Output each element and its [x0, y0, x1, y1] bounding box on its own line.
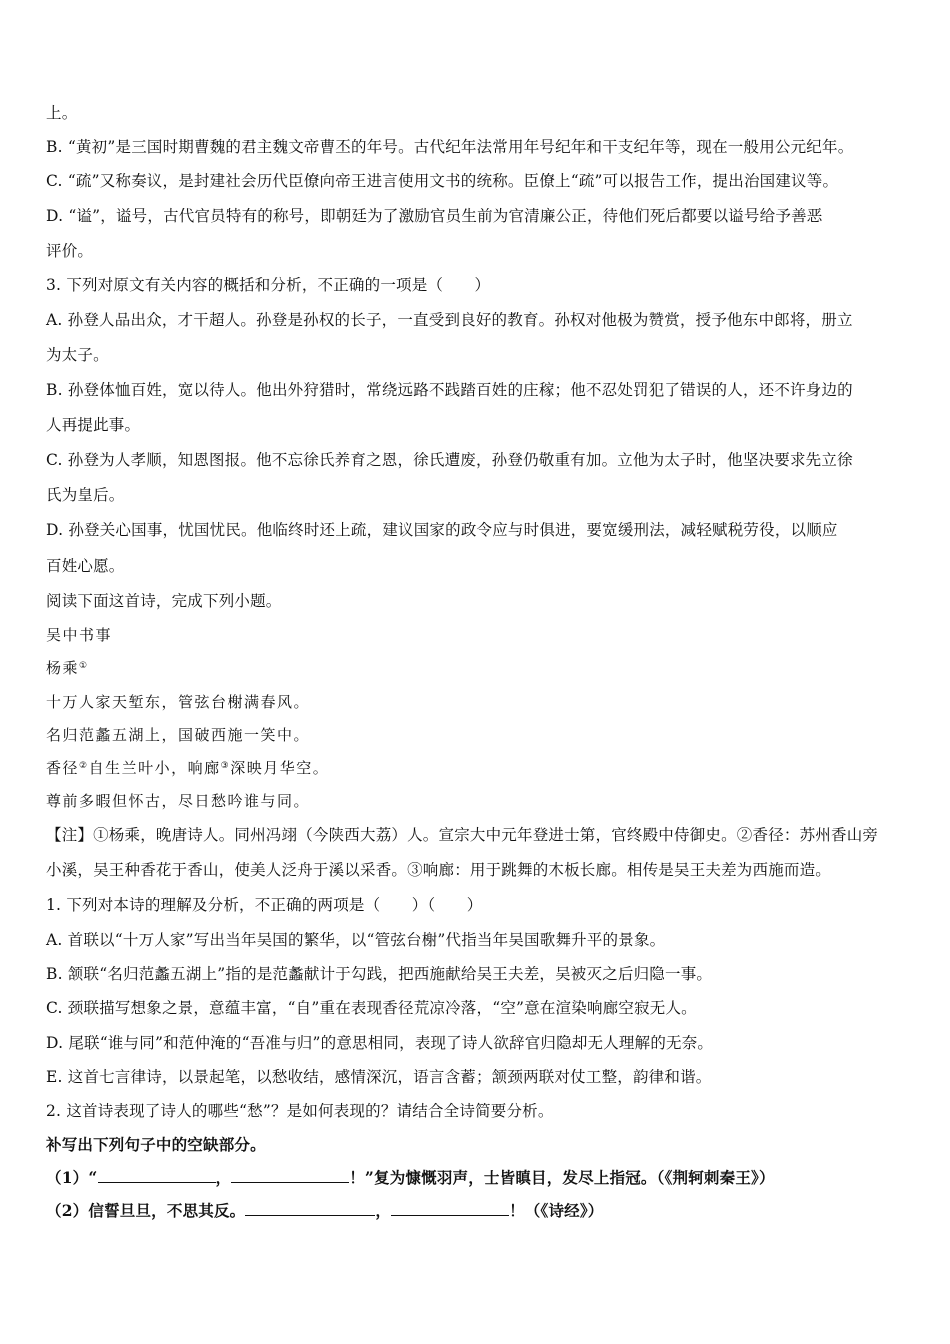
poem-author: [46, 658, 89, 678]
q2-option-d-line2: 评价。: [46, 242, 94, 260]
poem-note-line2: 小溪，吴王种香花于香山，使美人泛舟于溪以采香。③响廊：用于跳舞的木板长廊。相传是吴王夫差为西施而造。: [46, 861, 832, 879]
q3-option-c-line1: C. 孙登为人孝顺，知恩图报。他不忘徐氏养育之恩，徐氏遭废，孙登仍敬重有加。立他为太子时，他坚决要求先立徐: [46, 451, 853, 469]
poem-note-line1: 【注】①杨乘，晚唐诗人。同州冯翊（今陕西大荔）人。宣宗大中元年登进士第，官终殿中侍御史。②香径：苏州香山旁: [46, 826, 879, 844]
poem-q1-option-e: E. 这首七言律诗，以景起笔，以愁收结，感情深沉，语言含蓄；颔颈两联对仗工整，韵律和谐。: [46, 1068, 712, 1086]
answer-blank[interactable]: [391, 1201, 509, 1216]
fill-item-2-text: ！（《诗经》）: [509, 1201, 604, 1220]
poem-title: 吴中书事: [46, 626, 113, 644]
poem-intro: 阅读下面这首诗，完成下列小题。: [46, 592, 282, 610]
poem-line-1: 十万人家天堑东，管弦台榭满春风。: [46, 693, 311, 711]
fill-item-1-text: ，: [215, 1168, 232, 1187]
q3-option-b-line1: B. 孙登体恤百姓，宽以待人。他出外狩猎时，常绕远路不践踏百姓的庄稼；他不忍处罚犯了错误的人，还不许身边的: [46, 381, 853, 399]
q3-option-d-line2: 百姓心愿。: [46, 557, 125, 575]
poem-q1-option-c: C. 颈联描写想象之景，意蕴丰富，“自”重在表现香径荒凉冷落，“空”意在渲染响廊空寂无人。: [46, 999, 697, 1017]
footnote-marker: ③: [220, 761, 231, 771]
q2-option-d-line1: D. “谥”，谥号，古代官员特有的称号，即朝廷为了激励官员生前为官清廉公正，待他们死后都要以谥号给予善恶: [46, 207, 823, 225]
answer-blank[interactable]: [245, 1201, 375, 1216]
fill-item-2-text: （2）信誓旦旦，不思其反。: [46, 1201, 246, 1220]
fill-item-1-text: （1）“: [46, 1168, 98, 1187]
poem-line-3: [46, 758, 329, 778]
fill-item-1: [46, 1168, 775, 1188]
q3-option-a-line1: A. 孙登人品出众，才干超人。孙登是孙权的长子，一直受到良好的教育。孙权对他极为赞赏，授予他东中郎将，册立: [46, 311, 853, 329]
poem-line-4: 尊前多暇但怀古，尽日愁吟谁与同。: [46, 792, 311, 810]
footnote-marker: ①: [79, 661, 89, 671]
q2-option-a-tail: 上。: [46, 104, 78, 122]
q3-option-c-line2: 氏为皇后。: [46, 486, 125, 504]
poem-q1-option-b: B. 颔联“名归范蠡五湖上”指的是范蠡献计于勾践，把西施献给吴王夫差，吴被灭之后归隐一事。: [46, 965, 713, 983]
q3-option-a-line2: 为太子。: [46, 346, 109, 364]
poem-q1-stem: 1. 下列对本诗的理解及分析，不正确的两项是（ ）（ ）: [46, 896, 483, 914]
q2-option-c: C. “疏”又称奏议，是封建社会历代臣僚向帝王进言使用文书的统称。臣僚上“疏”可以报告工作，提出治国建议等。: [46, 172, 839, 190]
poem-line-2: 名归范蠡五湖上，国破西施一笑中。: [46, 726, 311, 744]
q3-option-d-line1: D. 孙登关心国事，忧国忧民。他临终时还上疏，建议国家的政令应与时俱进，要宽缓刑法，减轻赋税劳役，以顺应: [46, 521, 838, 539]
answer-blank[interactable]: [98, 1168, 216, 1183]
poem-q1-option-a: A. 首联以“十万人家”写出当年吴国的繁华，以“管弦台榭”代指当年吴国歌舞升平的景象。: [46, 931, 666, 949]
q3-option-b-line2: 人再提此事。: [46, 416, 141, 434]
fill-item-2-text: ，: [375, 1201, 392, 1220]
poem-line-3-part: 自生兰叶小，响廊: [88, 759, 221, 777]
answer-blank[interactable]: [231, 1168, 349, 1183]
fill-item-1-text: ！”复为慷慨羽声，士皆瞋目，发尽上指冠。（《荆轲刺秦王》）: [349, 1168, 775, 1187]
poem-q2-stem: 2. 这首诗表现了诗人的哪些“愁”？是如何表现的？请结合全诗简要分析。: [46, 1102, 554, 1120]
q3-stem: 3. 下列对原文有关内容的概括和分析，不正确的一项是（ ）: [46, 276, 491, 294]
poem-author-name: 杨乘: [46, 659, 80, 677]
fill-heading: 补写出下列句子中的空缺部分。: [46, 1135, 266, 1154]
footnote-marker: ②: [79, 761, 89, 771]
poem-line-3-part: 深映月华空。: [230, 759, 330, 777]
fill-item-2: [46, 1201, 604, 1221]
poem-q1-option-d: D. 尾联“谁与同”和范仲淹的“吾准与归”的意思相同，表现了诗人欲辞官归隐却无人理解的无奈。: [46, 1034, 714, 1052]
q2-option-b: B. “黄初”是三国时期曹魏的君主魏文帝曹丕的年号。古代纪年法常用年号纪年和干支纪年等，现在一般用公元纪年。: [46, 138, 854, 156]
poem-line-3-part: 香径: [46, 759, 80, 777]
